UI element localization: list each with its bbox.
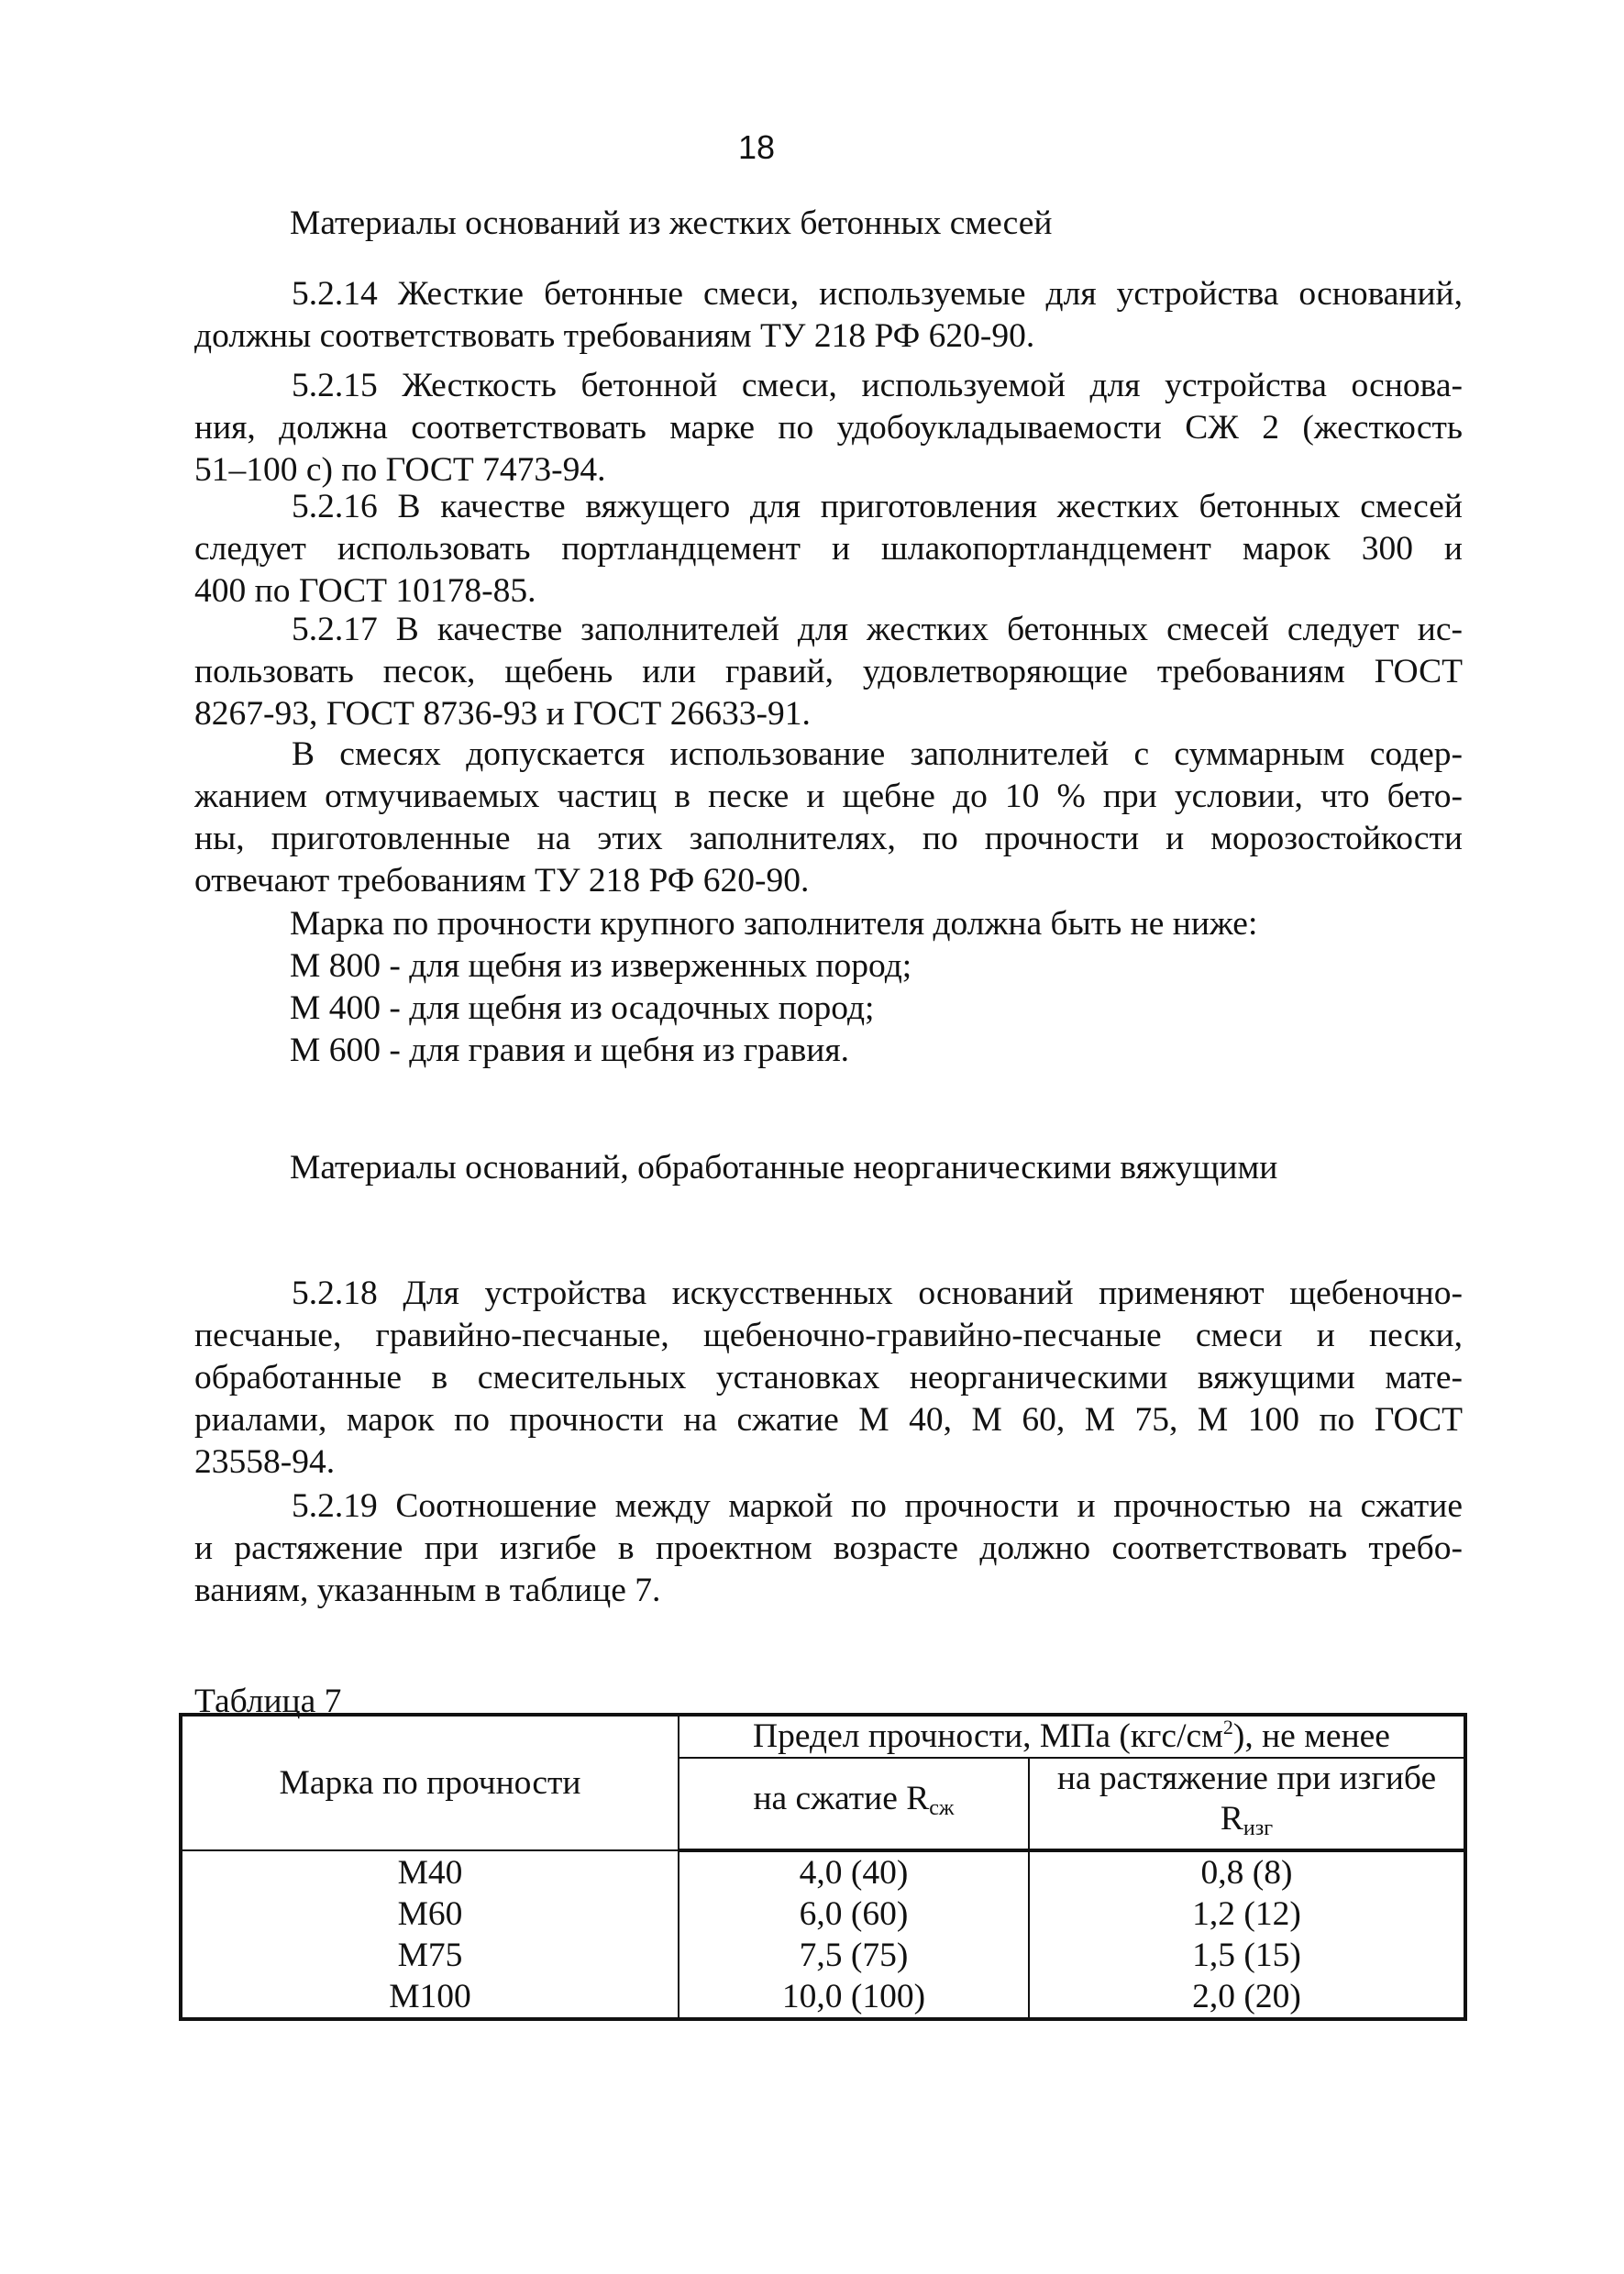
cell-compress: 4,0 (40) bbox=[679, 1850, 1029, 1893]
text-line: жанием отмучиваемых частиц в песке и щебне до 10 % при условии, что бето- bbox=[194, 778, 1463, 815]
cell-compress: 6,0 (60) bbox=[679, 1893, 1029, 1935]
paragraph-5-2-15 bbox=[194, 365, 1463, 491]
header-grade-label: Марка по прочности bbox=[279, 1763, 581, 1802]
text-line: и растяжение при изгибе в проектном возрасте должно соответствовать требо- bbox=[194, 1529, 1463, 1567]
section-heading-inorganic-binders: Материалы оснований, обработанные неорганическими вяжущими bbox=[290, 1149, 1278, 1187]
header-strength-limit bbox=[679, 1715, 1465, 1758]
text-line: отвечают требованиям ТУ 218 РФ 620-90. bbox=[194, 862, 810, 900]
text-line: обработанные в смесительных установках неорганическими вяжущими мате- bbox=[194, 1359, 1463, 1396]
text-line: 8267-93, ГОСТ 8736-93 и ГОСТ 26633-91. bbox=[194, 695, 811, 733]
text-line: ны, приготовленные на этих заполнителях, по прочности и морозостойкости bbox=[194, 820, 1463, 857]
paragraph-5-2-18 bbox=[194, 1273, 1463, 1484]
cell-grade: М75 bbox=[181, 1935, 679, 1976]
cell-bend: 2,0 (20) bbox=[1029, 1976, 1465, 2019]
paragraph-5-2-19 bbox=[194, 1485, 1463, 1612]
table-caption: Таблица 7 bbox=[194, 1683, 342, 1720]
text-line: 5.2.19 Соотношение между маркой по прочности и прочностью на сжатие bbox=[292, 1487, 1463, 1525]
cell-compress: 10,0 (100) bbox=[679, 1976, 1029, 2019]
text-line: песчаные, гравийно-песчаные, щебеночно-гравийно-песчаные смеси и пески, bbox=[194, 1317, 1463, 1354]
header-limit-label: Предел прочности, МПа (кгс/см bbox=[753, 1717, 1223, 1755]
table-row bbox=[181, 1935, 1465, 1976]
cell-bend: 1,2 (12) bbox=[1029, 1893, 1465, 1935]
cell-grade: М40 bbox=[181, 1850, 679, 1893]
table-row bbox=[181, 1893, 1465, 1935]
text-line: 51–100 с) по ГОСТ 7473-94. bbox=[194, 451, 606, 489]
text-line: должны соответствовать требованиям ТУ 218 РФ 620-90. bbox=[194, 317, 1035, 355]
paragraph-5-2-17 bbox=[194, 609, 1463, 735]
header-limit-sup: 2 bbox=[1222, 1716, 1233, 1739]
text-line: 400 по ГОСТ 10178-85. bbox=[194, 572, 536, 610]
cell-bend: 0,8 (8) bbox=[1029, 1850, 1465, 1893]
text-line: 5.2.18 Для устройства искусственных оснований применяют щебеночно- bbox=[292, 1275, 1463, 1312]
header-compress-label: на сжатие R bbox=[753, 1780, 930, 1817]
header-bend-sub: изг bbox=[1243, 1816, 1274, 1840]
section-heading-rigid-concrete: Материалы оснований из жестких бетонных смесей bbox=[290, 204, 1053, 242]
text-line: 5.2.17 В качестве заполнителей для жестких бетонных смесей следует ис- bbox=[292, 611, 1463, 648]
text-line: 5.2.14 Жесткие бетонные смеси, используемые для устройства оснований, bbox=[292, 275, 1463, 313]
cell-grade: М100 bbox=[181, 1976, 679, 2019]
grade-m400: М 400 - для щебня из осадочных пород; bbox=[290, 989, 875, 1027]
header-compress-sub: сж bbox=[929, 1796, 955, 1820]
table-row bbox=[181, 1850, 1465, 1893]
header-bend bbox=[1029, 1758, 1465, 1850]
cell-bend: 1,5 (15) bbox=[1029, 1935, 1465, 1976]
grade-m600: М 600 - для гравия и щебня из гравия. bbox=[290, 1032, 849, 1069]
text-line: 5.2.16 В качестве вяжущего для приготовления жестких бетонных смесей bbox=[292, 488, 1463, 525]
header-grade bbox=[181, 1715, 679, 1850]
paragraph-5-2-16 bbox=[194, 486, 1463, 613]
text-line: ния, должна соответствовать марке по удобоукладываемости СЖ 2 (жесткость bbox=[194, 409, 1463, 447]
text-line: следует использовать портландцемент и шлакопортландцемент марок 300 и bbox=[194, 530, 1463, 568]
grade-intro: Марка по прочности крупного заполнителя должна быть не ниже: bbox=[290, 905, 1258, 943]
header-compress bbox=[679, 1758, 1029, 1850]
header-bend-label: на растяжение при изгибе bbox=[1056, 1760, 1437, 1797]
page-number: 18 bbox=[737, 128, 776, 166]
grade-m800: М 800 - для щебня из изверженных пород; bbox=[290, 947, 912, 985]
text-line: 5.2.15 Жесткость бетонной смеси, используемой для устройства основа- bbox=[292, 367, 1463, 404]
paragraph-5-2-14 bbox=[194, 273, 1463, 358]
table-row bbox=[181, 1976, 1465, 2019]
text-line: ваниям, указанным в таблице 7. bbox=[194, 1572, 661, 1609]
strength-table bbox=[179, 1713, 1467, 2021]
header-bend-symbol: R bbox=[1220, 1800, 1243, 1838]
text-line: 23558-94. bbox=[194, 1443, 336, 1481]
text-line: пользовать песок, щебень или гравий, удовлетворяющие требованиям ГОСТ bbox=[194, 653, 1463, 690]
paragraph-aggregates-mix bbox=[194, 734, 1463, 902]
text-line: В смесях допускается использование заполнителей с суммарным содер- bbox=[292, 735, 1463, 773]
header-limit-tail: ), не менее bbox=[1232, 1717, 1390, 1755]
cell-compress: 7,5 (75) bbox=[679, 1935, 1029, 1976]
text-line: риалами, марок по прочности на сжатие М 40, М 60, М 75, М 100 по ГОСТ bbox=[194, 1401, 1463, 1439]
cell-grade: М60 bbox=[181, 1893, 679, 1935]
